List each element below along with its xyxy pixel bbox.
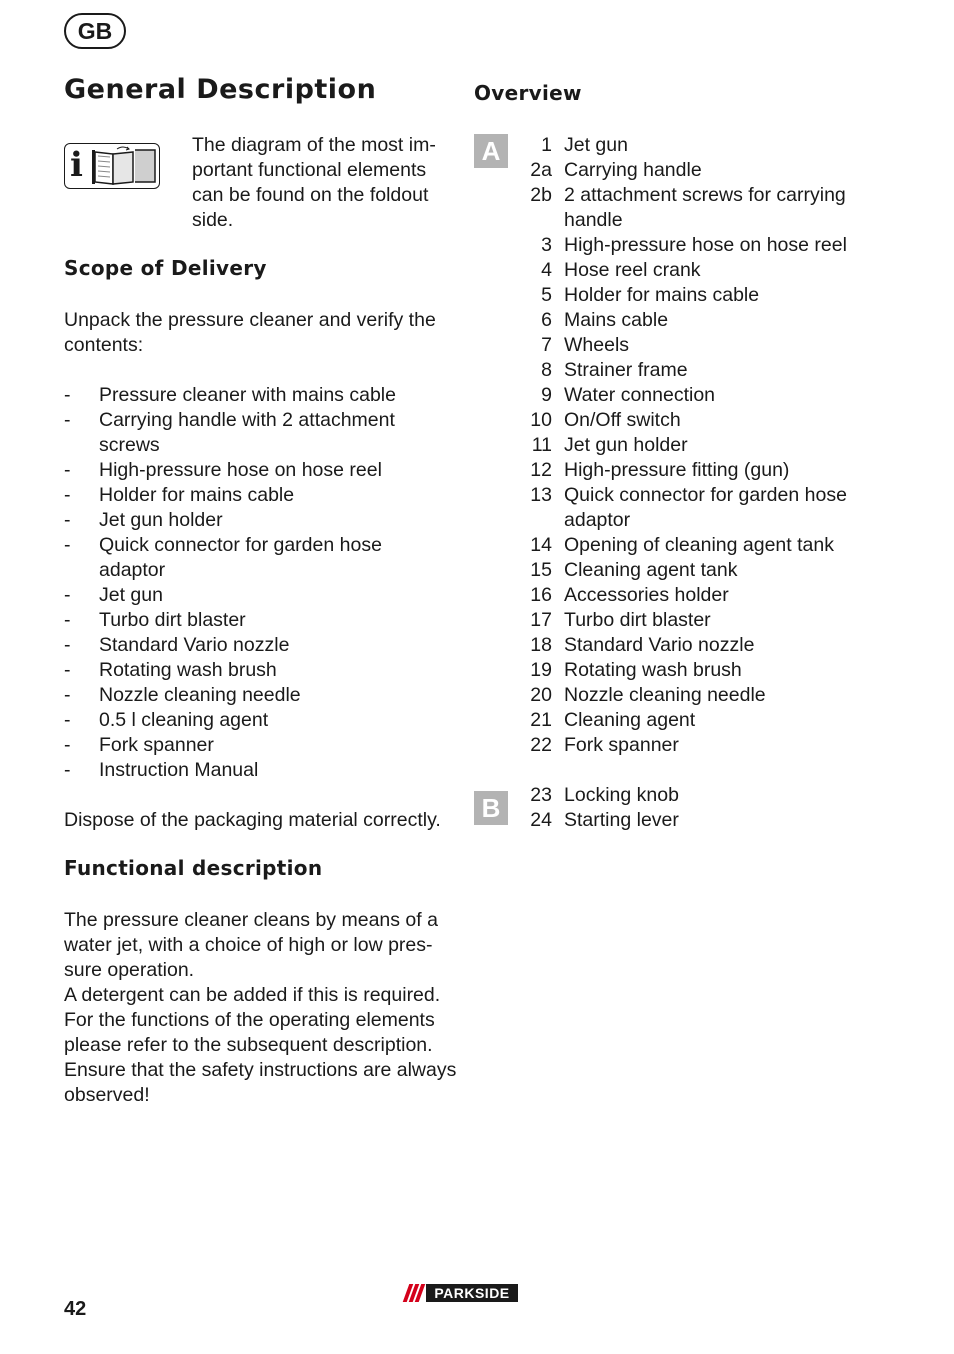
bullet-dash: - xyxy=(64,534,71,556)
overview-item xyxy=(464,808,904,833)
bullet-dash: - xyxy=(64,509,71,531)
overview-item xyxy=(464,583,904,608)
figure-a-badge: A xyxy=(474,134,508,168)
scope-item-text: High-pressure hose on hose reel xyxy=(99,459,382,481)
overview-item-number: 20 xyxy=(530,684,552,706)
scope-item xyxy=(64,533,444,583)
overview-item-label: Standard Vario nozzle xyxy=(564,634,755,656)
overview-item xyxy=(464,283,904,308)
scope-item-text: Jet gun holder xyxy=(99,509,223,531)
scope-item xyxy=(64,583,444,608)
intro-line: side. xyxy=(192,209,234,231)
overview-item-label: Opening of cleaning agent tank xyxy=(564,534,834,556)
overview-item xyxy=(464,133,904,158)
overview-item xyxy=(464,708,904,733)
overview-item-number: 24 xyxy=(530,809,552,831)
overview-item-label: Carrying handle xyxy=(564,159,702,181)
overview-item-label: 2 attachment screws for carrying xyxy=(564,184,846,206)
scope-item-text: adaptor xyxy=(99,559,166,581)
overview-item xyxy=(464,608,904,633)
overview-item-number: 4 xyxy=(541,259,552,281)
scope-item xyxy=(64,658,444,683)
overview-item-label: High-pressure fitting (gun) xyxy=(564,459,790,481)
scope-list xyxy=(64,383,444,783)
scope-item xyxy=(64,683,444,708)
intro-text xyxy=(192,133,436,233)
overview-item-number: 23 xyxy=(530,784,552,806)
scope-item xyxy=(64,733,444,758)
functional-line: The pressure cleaner cleans by means of a xyxy=(64,909,438,931)
overview-item-number: 1 xyxy=(541,134,552,156)
overview-item-number: 11 xyxy=(531,434,552,456)
logo-slashes-icon xyxy=(402,1284,426,1302)
intro-line: can be found on the foldout xyxy=(192,184,429,206)
logo-brand-text: PARKSIDE xyxy=(426,1284,518,1302)
scope-item xyxy=(64,608,444,633)
intro-line: portant functional elements xyxy=(192,159,427,181)
overview-item-label: High-pressure hose on hose reel xyxy=(564,234,847,256)
dispose-text: Dispose of the packaging material correctly. xyxy=(64,809,441,831)
overview-item-number: 12 xyxy=(530,459,552,481)
overview-item-label: Water connection xyxy=(564,384,716,406)
functional-text xyxy=(64,908,456,1108)
scope-item xyxy=(64,458,444,483)
functional-line: please refer to the subsequent description. xyxy=(64,1034,433,1056)
bullet-dash: - xyxy=(64,709,71,731)
overview-item xyxy=(464,158,904,183)
scope-item-text: Standard Vario nozzle xyxy=(99,634,290,656)
overview-item xyxy=(464,258,904,283)
language-badge xyxy=(64,13,126,49)
scope-item xyxy=(64,408,444,458)
scope-item xyxy=(64,508,444,533)
overview-item xyxy=(464,558,904,583)
overview-item-number: 3 xyxy=(541,234,552,256)
scope-item xyxy=(64,758,444,783)
scope-item-text: Turbo dirt blaster xyxy=(99,609,246,631)
overview-item-number: 7 xyxy=(541,334,552,356)
overview-item-number: 16 xyxy=(530,584,552,606)
scope-item-text: Carrying handle with 2 attachment xyxy=(99,409,395,431)
scope-item-text: Instruction Manual xyxy=(99,759,259,781)
overview-item-number: 17 xyxy=(530,609,552,631)
functional-line: sure operation. xyxy=(64,959,195,981)
scope-item-text: Fork spanner xyxy=(99,734,214,756)
functional-heading: Functional description xyxy=(64,856,323,880)
scope-item-text: 0.5 l cleaning agent xyxy=(99,709,269,731)
bullet-dash: - xyxy=(64,484,71,506)
overview-item-number: 21 xyxy=(530,709,552,731)
overview-item-label: Cleaning agent xyxy=(564,709,696,731)
scope-item xyxy=(64,383,444,408)
overview-item-number: 2a xyxy=(530,159,552,181)
scope-item-text: Rotating wash brush xyxy=(99,659,277,681)
overview-item-label: Accessories holder xyxy=(564,584,729,606)
overview-item xyxy=(464,483,904,533)
info-foldout-icon: i xyxy=(64,143,160,189)
overview-item xyxy=(464,683,904,708)
bullet-dash: - xyxy=(64,684,71,706)
page-number: 42 xyxy=(64,1298,87,1320)
functional-line: water jet, with a choice of high or low pres- xyxy=(64,934,433,956)
scope-item-text: Nozzle cleaning needle xyxy=(99,684,301,706)
overview-item xyxy=(464,783,904,808)
overview-item-label: Turbo dirt blaster xyxy=(564,609,711,631)
overview-item-label: Quick connector for garden hose xyxy=(564,484,847,506)
overview-item-number: 2b xyxy=(530,184,552,206)
scope-item-text: Jet gun xyxy=(99,584,163,606)
bullet-dash: - xyxy=(64,609,71,631)
overview-item-number: 8 xyxy=(541,359,552,381)
overview-item-label: On/Off switch xyxy=(564,409,681,431)
scope-item-text: Holder for mains cable xyxy=(99,484,295,506)
scope-item xyxy=(64,708,444,733)
bullet-dash: - xyxy=(64,759,71,781)
overview-item-number: 14 xyxy=(530,534,552,556)
functional-line: Ensure that the safety instructions are always xyxy=(64,1059,457,1081)
bullet-dash: - xyxy=(64,459,71,481)
scope-intro-line: Unpack the pressure cleaner and verify the xyxy=(64,309,436,331)
overview-item-number: 22 xyxy=(530,734,552,756)
functional-line: observed! xyxy=(64,1084,150,1106)
overview-item-number: 18 xyxy=(530,634,552,656)
scope-item xyxy=(64,483,444,508)
figure-b-badge: B xyxy=(474,791,508,825)
overview-item-label: Fork spanner xyxy=(564,734,679,756)
overview-list-b xyxy=(464,783,904,833)
scope-item-text: screws xyxy=(99,434,160,456)
overview-heading: Overview xyxy=(474,81,582,105)
overview-item xyxy=(464,658,904,683)
bullet-dash: - xyxy=(64,734,71,756)
overview-item-label: Rotating wash brush xyxy=(564,659,742,681)
scope-heading: Scope of Delivery xyxy=(64,256,267,280)
parkside-logo xyxy=(402,1284,518,1302)
functional-line: For the functions of the operating elements xyxy=(64,1009,435,1031)
overview-item-label: Starting lever xyxy=(564,809,679,831)
overview-item xyxy=(464,383,904,408)
overview-item xyxy=(464,533,904,558)
bullet-dash: - xyxy=(64,409,71,431)
overview-item-number: 19 xyxy=(530,659,552,681)
bullet-dash: - xyxy=(64,384,71,406)
scope-item-text: Pressure cleaner with mains cable xyxy=(99,384,396,406)
scope-item xyxy=(64,633,444,658)
bullet-dash: - xyxy=(64,634,71,656)
scope-intro-line: contents: xyxy=(64,334,144,356)
overview-item xyxy=(464,408,904,433)
bullet-dash: - xyxy=(64,659,71,681)
overview-item xyxy=(464,333,904,358)
overview-item xyxy=(464,233,904,258)
overview-item-number: 10 xyxy=(530,409,552,431)
overview-item-label: Hose reel crank xyxy=(564,259,701,281)
overview-item-label: Mains cable xyxy=(564,309,669,331)
scope-item-text: Quick connector for garden hose xyxy=(99,534,382,556)
overview-item xyxy=(464,458,904,483)
overview-item-label: Holder for mains cable xyxy=(564,284,760,306)
overview-item xyxy=(464,308,904,333)
overview-item-label: Locking knob xyxy=(564,784,679,806)
overview-item xyxy=(464,633,904,658)
page-title: General Description xyxy=(64,74,377,105)
overview-item-number: 15 xyxy=(530,559,552,581)
overview-item-label: handle xyxy=(564,209,623,231)
overview-item-label: Wheels xyxy=(564,334,630,356)
overview-item-label: Strainer frame xyxy=(564,359,688,381)
bullet-dash: - xyxy=(64,584,71,606)
overview-item-number: 13 xyxy=(530,484,552,506)
overview-item-label: Jet gun holder xyxy=(564,434,688,456)
overview-item-label: adaptor xyxy=(564,509,631,531)
functional-line: A detergent can be added if this is required. xyxy=(64,984,441,1006)
intro-line: The diagram of the most im- xyxy=(192,134,436,156)
overview-item xyxy=(464,183,904,233)
overview-item-number: 9 xyxy=(541,384,552,406)
overview-item-label: Cleaning agent tank xyxy=(564,559,738,581)
scope-intro xyxy=(64,308,436,358)
language-code: GB xyxy=(77,17,113,44)
overview-item-label: Jet gun xyxy=(564,134,628,156)
overview-item-number: 5 xyxy=(541,284,552,306)
overview-item xyxy=(464,358,904,383)
overview-item-number: 6 xyxy=(541,309,552,331)
overview-item xyxy=(464,733,904,758)
overview-item-label: Nozzle cleaning needle xyxy=(564,684,766,706)
overview-item xyxy=(464,433,904,458)
overview-list-a xyxy=(464,133,904,758)
